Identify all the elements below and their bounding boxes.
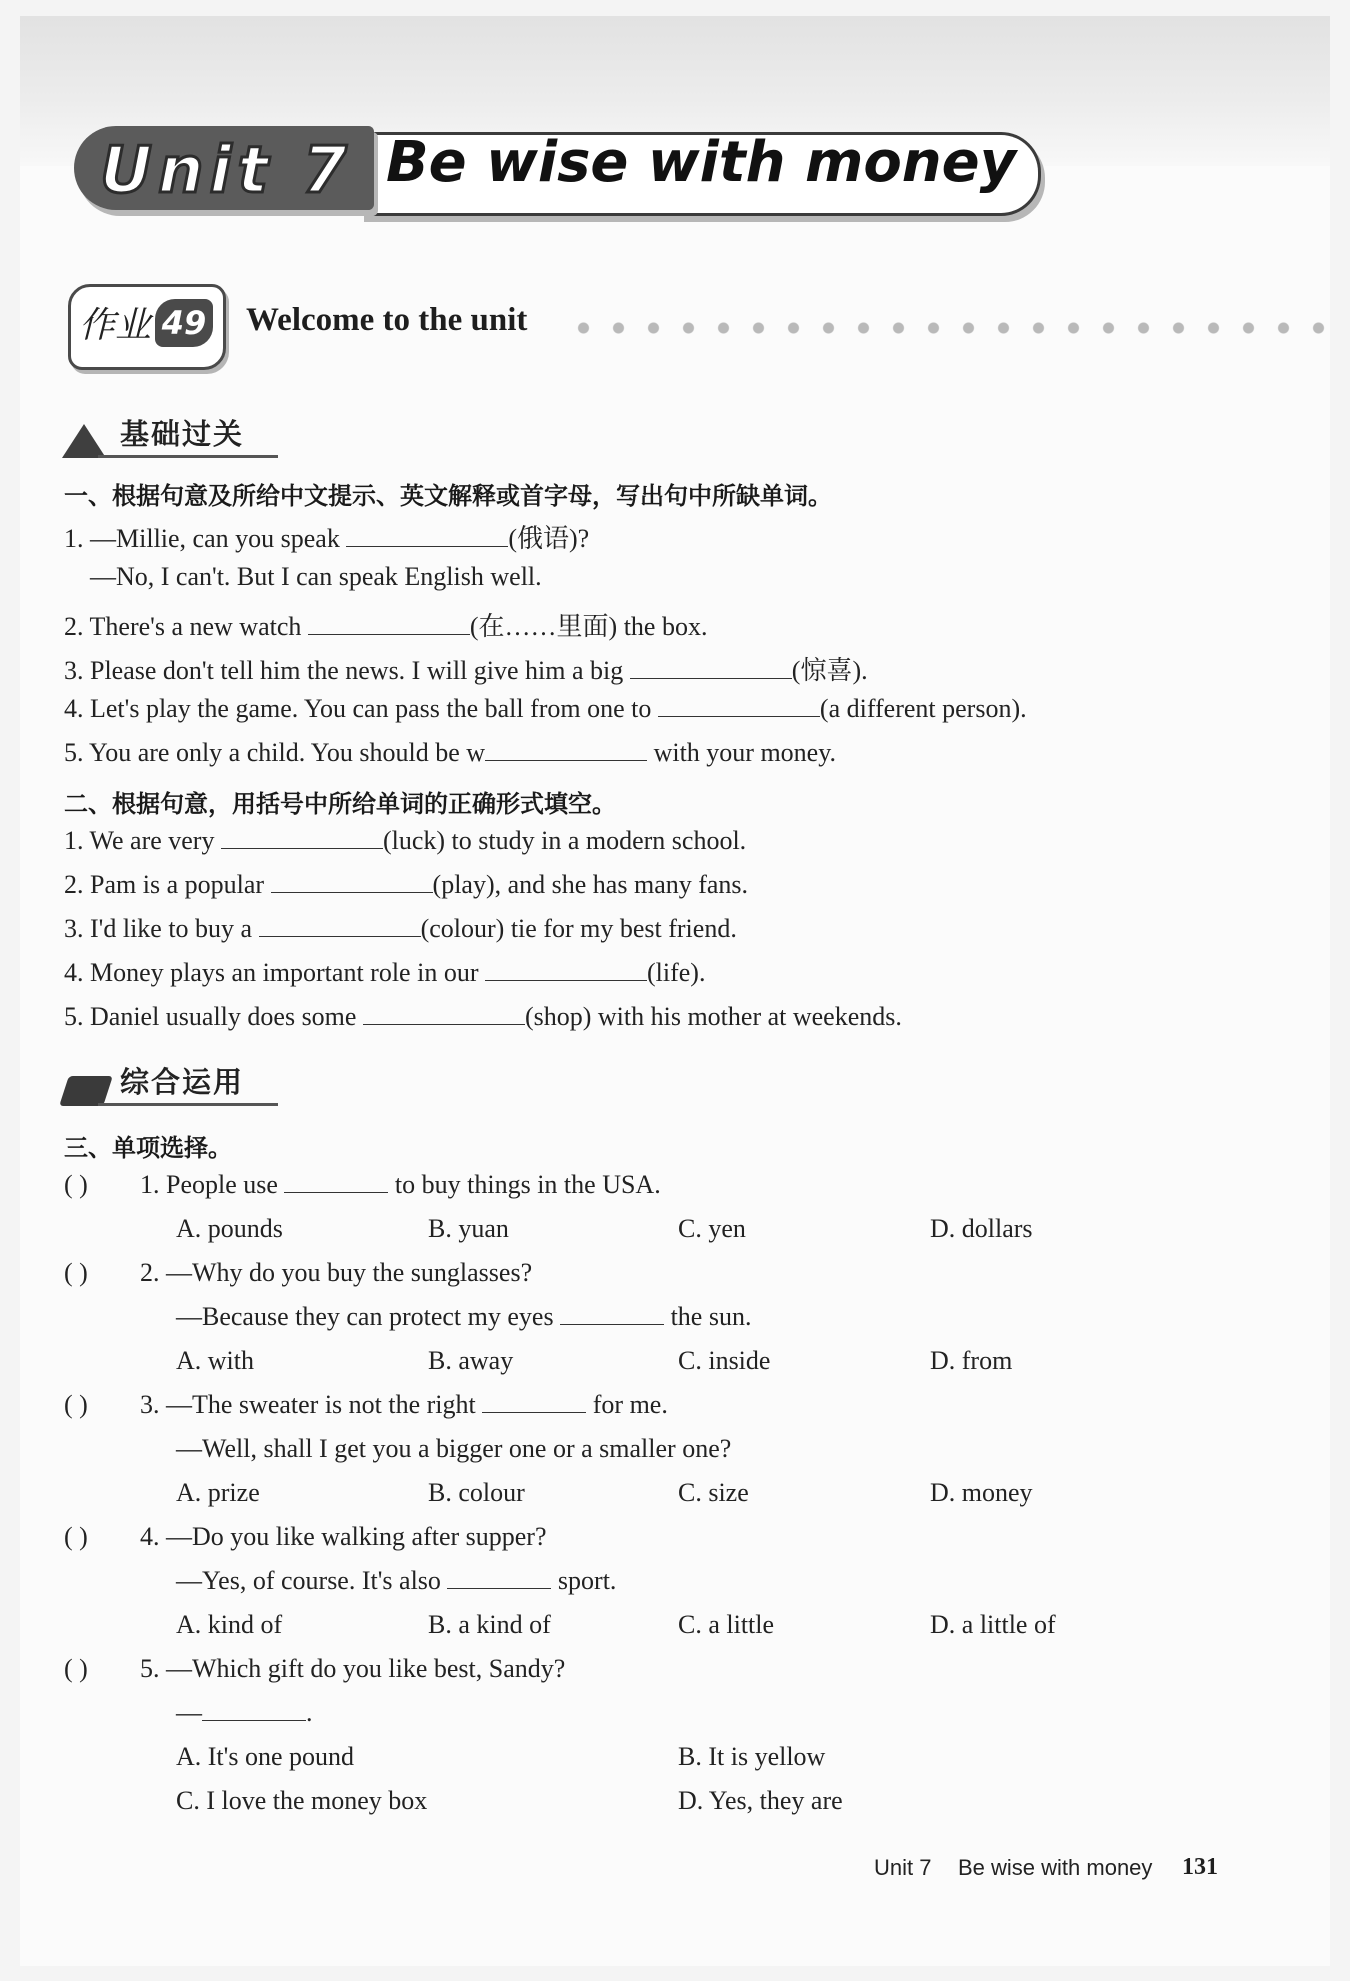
question-hint: (luck) to study in a modern school. — [382, 826, 747, 855]
question-hint: (a different person). — [819, 694, 1027, 723]
triangle-icon — [62, 424, 106, 458]
question-hint: (在……里面) the box. — [469, 612, 708, 641]
homework-number: 49 — [155, 299, 213, 347]
answer-blank[interactable] — [658, 694, 820, 717]
part1-q3 — [64, 650, 868, 687]
part1-q1 — [64, 518, 589, 555]
part3-q3 — [140, 1390, 668, 1420]
question-text: —Yes, of course. It's also — [176, 1566, 448, 1595]
part3-q5-line2 — [176, 1698, 313, 1728]
part3-q1 — [140, 1170, 661, 1200]
part3-q4: 4. —Do you like walking after supper? — [140, 1522, 547, 1551]
question-hint: (life). — [646, 958, 706, 987]
part3-q3-line2: —Well, shall I get you a bigger one or a smaller one? — [176, 1434, 732, 1463]
lesson-title: Welcome to the unit — [246, 302, 528, 338]
part1-heading: 一、根据句意及所给中文提示、英文解释或首字母，写出句中所缺单词。 — [64, 482, 832, 510]
unit-label-box — [74, 126, 374, 210]
question-text: sport. — [551, 1566, 617, 1595]
option-b[interactable]: B. colour — [428, 1478, 525, 1507]
option-c[interactable]: C. size — [678, 1478, 749, 1507]
part3-q2: 2. —Why do you buy the sunglasses? — [140, 1258, 533, 1287]
part3-q2-line2 — [176, 1302, 751, 1332]
question-text: 3. —The sweater is not the right — [140, 1390, 483, 1419]
option-b[interactable]: B. a kind of — [428, 1610, 551, 1639]
answer-blank[interactable] — [485, 738, 647, 761]
section-header-basic — [62, 410, 282, 458]
answer-blank[interactable] — [485, 958, 647, 981]
question-text: for me. — [586, 1390, 668, 1419]
question-text: . — [306, 1698, 313, 1727]
section-title: 基础过关 — [120, 417, 245, 451]
answer-parentheses[interactable]: ( ) — [64, 1258, 88, 1287]
option-b[interactable]: B. away — [428, 1346, 514, 1375]
question-text: —Because they can protect my eyes — [176, 1302, 561, 1331]
answer-blank[interactable] — [630, 656, 792, 679]
part1-q4 — [64, 694, 1027, 724]
unit-banner — [66, 120, 1046, 220]
part3-q4-line2 — [176, 1566, 616, 1596]
question-text: 1. —Millie, can you speak — [64, 524, 347, 553]
part1-q2 — [64, 606, 707, 643]
question-hint: (惊喜). — [791, 656, 868, 685]
part2-q1 — [64, 826, 746, 856]
option-d[interactable]: D. from — [930, 1346, 1013, 1375]
answer-blank[interactable] — [221, 826, 383, 849]
answer-blank[interactable] — [259, 914, 421, 937]
question-text: 4. Let's play the game. You can pass the ball from one to — [64, 694, 658, 723]
book-icon — [59, 1076, 113, 1106]
section-header-combined — [62, 1058, 282, 1106]
option-b[interactable]: B. It is yellow — [678, 1742, 826, 1771]
question-hint: (play), and she has many fans. — [432, 870, 749, 899]
answer-parentheses[interactable]: ( ) — [64, 1522, 88, 1551]
answer-blank[interactable] — [447, 1566, 551, 1589]
option-a[interactable]: A. kind of — [176, 1610, 283, 1639]
question-hint: (shop) with his mother at weekends. — [524, 1002, 902, 1031]
question-text: 1. We are very — [64, 826, 221, 855]
option-c[interactable]: C. I love the money box — [176, 1786, 428, 1815]
answer-blank[interactable] — [560, 1302, 664, 1325]
option-c[interactable]: C. a little — [678, 1610, 775, 1639]
question-text: 2. Pam is a popular — [64, 870, 271, 899]
part1-q1-reply: —No, I can't. But I can speak English well. — [90, 562, 542, 591]
answer-blank[interactable] — [308, 612, 470, 635]
option-c[interactable]: C. inside — [678, 1346, 771, 1375]
part3-q5: 5. —Which gift do you like best, Sandy? — [140, 1654, 566, 1683]
part2-q3 — [64, 914, 737, 944]
part2-q4 — [64, 958, 705, 988]
option-a[interactable]: A. It's one pound — [176, 1742, 355, 1771]
question-hint: (colour) tie for my best friend. — [420, 914, 737, 943]
question-hint: (俄语)? — [508, 524, 590, 553]
answer-blank[interactable] — [482, 1390, 586, 1413]
question-text: — — [176, 1698, 202, 1727]
unit-title: Be wise with money — [386, 130, 1017, 195]
question-text: 5. You are only a child. You should be w — [64, 738, 486, 767]
answer-parentheses[interactable]: ( ) — [64, 1654, 88, 1683]
homework-label: 作业 — [79, 305, 152, 346]
answer-blank[interactable] — [284, 1170, 388, 1193]
option-d[interactable]: D. money — [930, 1478, 1033, 1507]
part2-heading: 二、根据句意，用括号中所给单词的正确形式填空。 — [64, 790, 616, 818]
question-text: the sun. — [664, 1302, 752, 1331]
section-underline — [98, 455, 278, 458]
page-number: 131 — [1182, 1854, 1218, 1880]
answer-blank[interactable] — [271, 870, 433, 893]
part3-heading: 三、单项选择。 — [64, 1134, 232, 1162]
option-d[interactable]: D. dollars — [930, 1214, 1033, 1243]
option-c[interactable]: C. yen — [678, 1214, 746, 1243]
option-d[interactable]: D. Yes, they are — [678, 1786, 843, 1815]
option-d[interactable]: D. a little of — [930, 1610, 1056, 1639]
part2-q2 — [64, 870, 748, 900]
question-text: 5. Daniel usually does some — [64, 1002, 363, 1031]
question-text: 3. Please don't tell him the news. I will give him a big — [64, 656, 630, 685]
answer-blank[interactable] — [202, 1698, 306, 1721]
answer-blank[interactable] — [363, 1002, 525, 1025]
answer-parentheses[interactable]: ( ) — [64, 1170, 88, 1199]
part2-q5 — [64, 1002, 902, 1032]
dotted-divider — [566, 322, 1330, 334]
question-text: 1. People use — [140, 1170, 285, 1199]
footer-title: Be wise with money — [958, 1855, 1153, 1880]
footer-unit: Unit 7 — [874, 1855, 932, 1880]
question-text: 3. I'd like to buy a — [64, 914, 259, 943]
question-hint: with your money. — [647, 738, 837, 767]
homework-badge — [68, 284, 226, 370]
answer-blank[interactable] — [346, 524, 508, 547]
unit-label: Unit 7 — [100, 134, 353, 208]
option-a[interactable]: A. prize — [176, 1478, 260, 1507]
question-text: 2. There's a new watch — [64, 612, 308, 641]
question-text: to buy things in the USA. — [388, 1170, 661, 1199]
option-b[interactable]: B. yuan — [428, 1214, 509, 1243]
section-underline — [98, 1103, 278, 1106]
question-text: 4. Money plays an important role in our — [64, 958, 485, 987]
part1-q5 — [64, 738, 836, 768]
answer-parentheses[interactable]: ( ) — [64, 1390, 88, 1419]
section-title: 综合运用 — [120, 1065, 245, 1099]
option-a[interactable]: A. pounds — [176, 1214, 283, 1243]
option-a[interactable]: A. with — [176, 1346, 254, 1375]
